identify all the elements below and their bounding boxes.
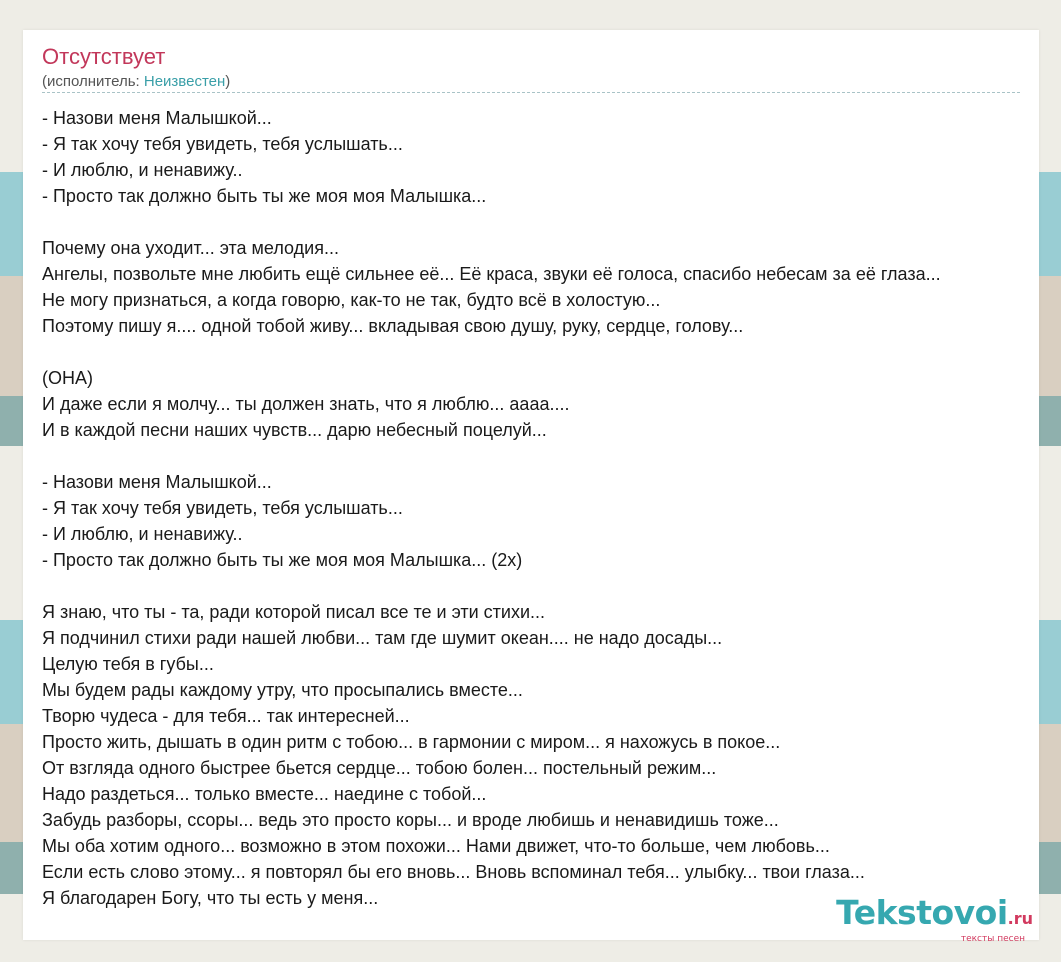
lyric-line: Творю чудеса - для тебя... так интересней... (42, 706, 410, 726)
lyric-line: Забудь разборы, ссоры... ведь это просто коры... и вроде любишь и ненавидишь тоже... (42, 810, 779, 830)
blank-line (42, 339, 1061, 365)
lyric-line: Надо раздеться... только вместе... наедине с тобой... (42, 784, 487, 804)
subtitle-prefix: (исполнитель: (42, 73, 144, 90)
lyric-line: Мы будем рады каждому утру, что просыпались вместе... (42, 680, 523, 700)
lyric-line: И даже если я молчу... ты должен знать, что я люблю... аааа.... (42, 394, 570, 414)
logo-tld: .ru (1007, 909, 1033, 928)
lyric-line: - Просто так должно быть ты же моя моя Малышка... (2х) (42, 550, 523, 570)
lyric-line: От взгляда одного быстрее бьется сердце... тобою болен... постельный режим... (42, 758, 717, 778)
logo-tagline: тексты песен (960, 934, 1025, 944)
lyric-line: Почему она уходит... эта мелодия... (42, 238, 339, 258)
lyric-line: Если есть слово этому... я повторял бы его вновь... Вновь вспоминал тебя... улыбку... твои глаза... (42, 862, 865, 882)
lyric-line: Целую тебя в губы... (42, 654, 214, 674)
logo-wordmark (836, 893, 1033, 936)
lyric-line: - Я так хочу тебя увидеть, тебя услышать... (42, 134, 403, 154)
artist-link[interactable]: Неизвестен (143, 73, 226, 90)
logo-name: Tekstovoi (836, 893, 1008, 932)
lyric-line: - Просто так должно быть ты же моя моя Малышка... (42, 186, 487, 206)
subtitle-suffix: ) (225, 73, 231, 90)
song-title: Отсутствует (42, 44, 166, 69)
lyrics-card (23, 30, 1039, 940)
lyric-line: Я благодарен Богу, что ты есть у меня... (42, 888, 379, 908)
lyric-line: Я подчинил стихи ради нашей любви... там где шумит океан.... не надо досады... (42, 628, 723, 648)
lyric-line: Мы оба хотим одного... возможно в этом похожи... Нами движет, что-то больше, чем любовь... (42, 836, 830, 856)
lyric-line: Просто жить, дышать в один ритм с тобою... в гармонии с миром... я нахожусь в покое... (42, 732, 781, 752)
lyric-line: И в каждой песни наших чувств... дарю небесный поцелуй... (42, 420, 547, 440)
blank-line (42, 573, 1061, 599)
lyric-line: - Я так хочу тебя увидеть, тебя услышать... (42, 498, 403, 518)
lyric-line: - И люблю, и ненавижу.. (42, 160, 243, 180)
header-divider (42, 92, 1020, 93)
lyric-line: Ангелы, позвольте мне любить ещё сильнее её... Её краса, звуки её голоса, спасибо небесам за её глаза... (42, 264, 941, 284)
lyric-line: - Назови меня Малышкой... (42, 108, 272, 128)
site-logo[interactable] (836, 893, 1033, 944)
lyric-line: (ОНА) (42, 368, 93, 388)
lyrics-text (42, 105, 1061, 911)
song-subtitle (42, 73, 230, 91)
lyric-line: Поэтому пишу я.... одной тобой живу... вкладывая свою душу, руку, сердце, голову... (42, 316, 744, 336)
blank-line (42, 209, 1061, 235)
lyric-line: - И люблю, и ненавижу.. (42, 524, 243, 544)
lyric-line: Я знаю, что ты - та, ради которой писал все те и эти стихи... (42, 602, 546, 622)
lyric-line: Не могу признаться, а когда говорю, как-то не так, будто всё в холостую... (42, 290, 661, 310)
blank-line (42, 443, 1061, 469)
lyric-line: - Назови меня Малышкой... (42, 472, 272, 492)
